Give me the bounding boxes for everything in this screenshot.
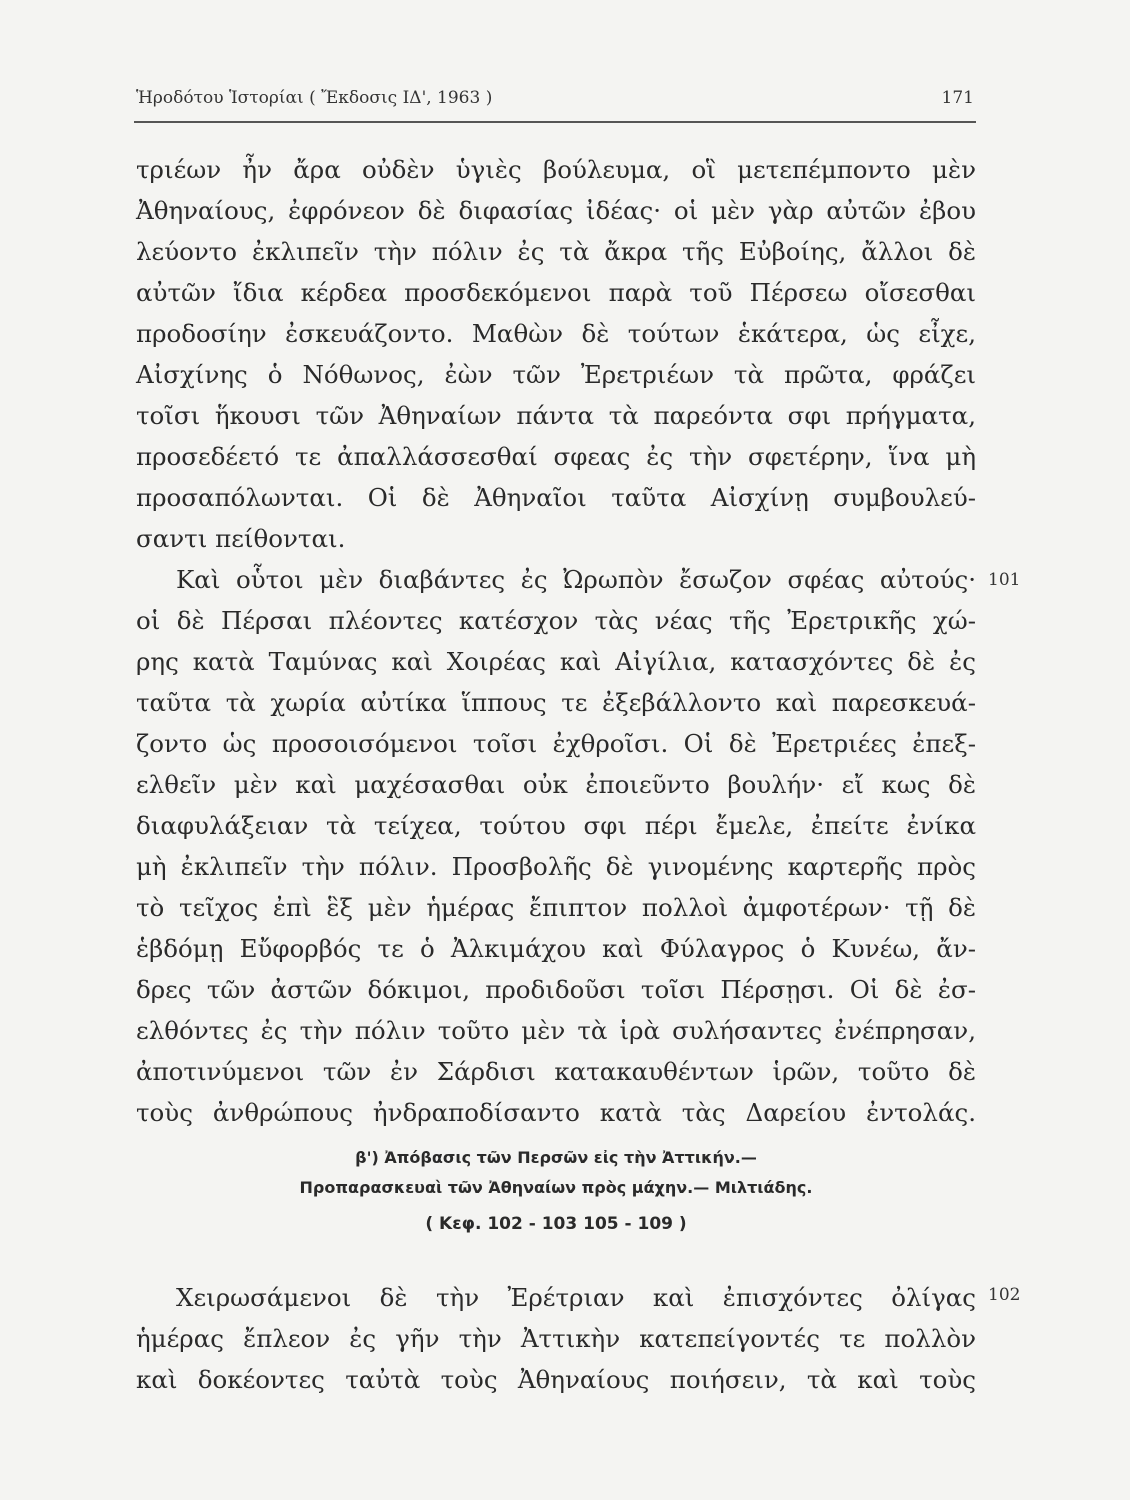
section-chapters: ( Κεφ. 102 - 103 105 - 109 ): [425, 1214, 687, 1234]
text-line: σαντι πείθονται.: [136, 524, 346, 553]
text-line: προσαπόλωνται. Οἱ δὲ Ἀθηναῖοι ταῦτα Αἰσχίνῃ συμβουλεύ-: [136, 483, 976, 512]
text-line: τριέων ἦν ἄρα οὐδὲν ὑγιὲς βούλευμα, οἳ μετεπέμποντο μὲν: [136, 155, 976, 184]
text-line: Αἰσχίνης ὁ Νόθωνος, ἐὼν τῶν Ἐρετριέων τὰ πρῶτα, φράζει: [136, 360, 976, 389]
text-line: ελθόντες ἐς τὴν πόλιν τοῦτο μὲν τὰ ἱρὰ συλήσαντες ἐνέπρησαν,: [136, 1016, 976, 1045]
text-line: ἡμέρας ἔπλεον ἐς γῆν τὴν Ἀττικὴν κατεπείγοντές τε πολλὸν: [136, 1324, 976, 1353]
text-line: δρες τῶν ἀστῶν δόκιμοι, προδιδοῦσι τοῖσι Πέρσῃσι. Οἱ δὲ ἐσ-: [136, 975, 976, 1004]
text-line: οἱ δὲ Πέρσαι πλέοντες κατέσχον τὰς νέας τῆς Ἐρετρικῆς χώ-: [136, 606, 976, 635]
text-line: τοὺς ἀνθρώπους ἠνδραποδίσαντο κατὰ τὰς Δαρείου ἐντολάς.: [136, 1098, 976, 1127]
text-line: καὶ δοκέοντες ταὐτὰ τοὺς Ἀθηναίους ποιήσειν, τὰ καὶ τοὺς: [136, 1365, 976, 1394]
running-header: [136, 88, 974, 108]
text-line: ἑβδόμῃ Εὔφορβός τε ὁ Ἀλκιμάχου καὶ Φύλαγρος ὁ Κυνέω, ἄν-: [136, 934, 976, 963]
text-line: μὴ ἐκλιπεῖν τὴν πόλιν. Προσβολῆς δὲ γινομένης καρτερῆς πρὸς: [136, 852, 976, 881]
text-line: λεύοντο ἐκλιπεῖν τὴν πόλιν ἐς τὰ ἄκρα τῆς Εὐβοίης, ἄλλοι δὲ: [136, 237, 976, 266]
text-line: Χειρωσάμενοι δὲ τὴν Ἐρέτριαν καὶ ἐπισχόντες ὀλίγας: [176, 1283, 976, 1312]
section-heading-line2: Προπαρασκευαὶ τῶν Ἀθηναίων πρὸς μάχην.— Μιλτιάδης.: [299, 1178, 813, 1197]
text-line: ταῦτα τὰ χωρία αὐτίκα ἵππους τε ἐξεβάλλοντο καὶ παρεσκευά-: [136, 688, 976, 717]
text-line: προσεδέετό τε ἀπαλλάσσεσθαί σφεας ἐς τὴν σφετέρην, ἵνα μὴ: [136, 442, 976, 471]
text-line: ελθεῖν μὲν καὶ μαχέσασθαι οὐκ ἐποιεῦντο βουλήν· εἴ κως δὲ: [136, 770, 976, 799]
text-line: Ἀθηναίους, ἐφρόνεον δὲ διφασίας ἰδέας· οἱ μὲν γὰρ αὐτῶν ἐβου: [136, 196, 976, 225]
running-title: Ἡροδότου Ἱστορίαι ( Ἔκδοσις ΙΔ', 1963 ): [136, 88, 493, 108]
page-number: 171: [941, 88, 974, 108]
text-line: τὸ τεῖχος ἐπὶ ἓξ μὲν ἡμέρας ἔπιπτον πολλοὶ ἀμφοτέρων· τῇ δὲ: [136, 893, 976, 922]
header-rule: [134, 121, 976, 123]
text-line: προδοσίην ἐσκευάζοντο. Μαθὼν δὲ τούτων ἑκάτερα, ὡς εἶχε,: [136, 319, 976, 348]
text-line: ἀποτινύμενοι τῶν ἐν Σάρδισι κατακαυθέντων ἱρῶν, τοῦτο δὲ: [136, 1057, 976, 1086]
text-line: αὐτῶν ἴδια κέρδεα προσδεκόμενοι παρὰ τοῦ Πέρσεω οἴσεσθαι: [136, 278, 976, 307]
text-line: διαφυλάξειαν τὰ τείχεα, τούτου σφι πέρι ἔμελε, ἐπείτε ἐνίκα: [136, 811, 976, 840]
text-line: Καὶ οὗτοι μὲν διαβάντες ἐς Ὠρωπὸν ἔσωζον σφέας αὐτούς·: [176, 565, 976, 594]
text-line: ζοντο ὡς προσοισόμενοι τοῖσι ἐχθροῖσι. Οἱ δὲ Ἐρετριέες ἐπεξ-: [136, 729, 976, 758]
text-line: ρης κατὰ Ταμύνας καὶ Χοιρέας καὶ Αἰγίλια, κατασχόντες δὲ ἐς: [136, 647, 976, 676]
text-line: τοῖσι ἥκουσι τῶν Ἀθηναίων πάντα τὰ παρεόντα σφι πρήγματα,: [136, 401, 976, 430]
margin-chapter-number: 101: [988, 570, 1021, 590]
section-heading-line1: β') Ἀπόβασις τῶν Περσῶν εἰς τὴν Ἀττικήν.—: [355, 1148, 757, 1167]
margin-chapter-number: 102: [988, 1285, 1021, 1305]
